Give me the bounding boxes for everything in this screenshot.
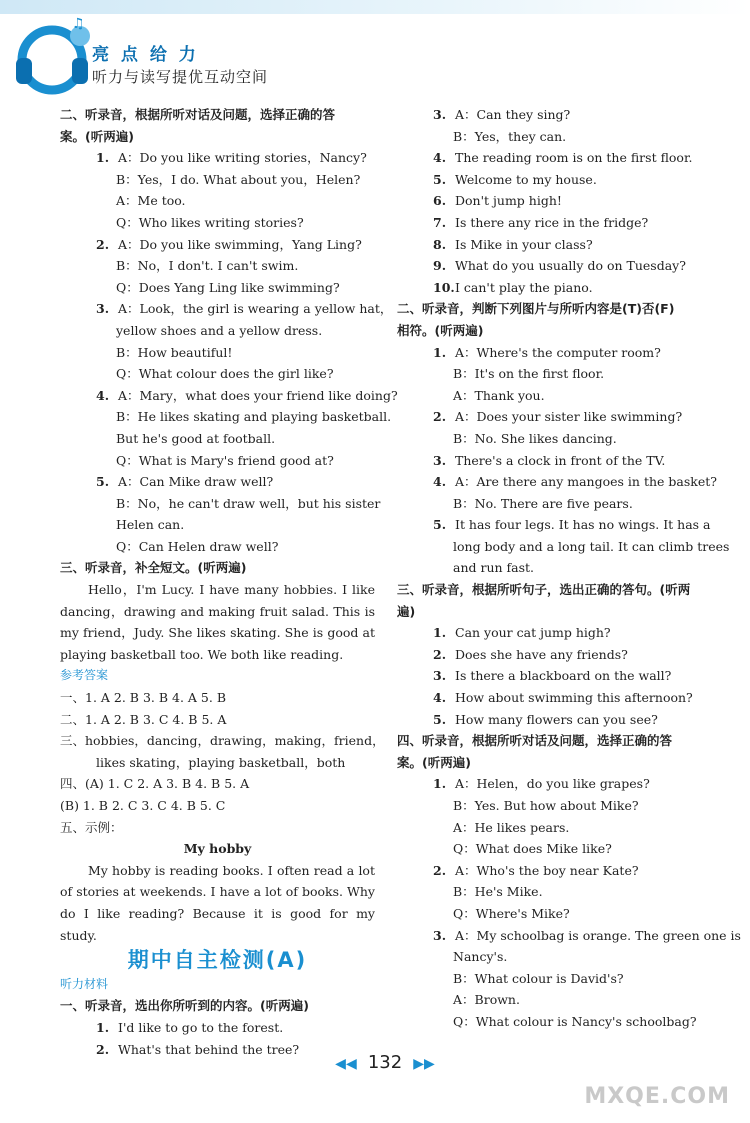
line-text: 二、1. A 2. B 3. C 4. B 5. A (60, 711, 227, 727)
line-text: A：Do you like swimming，Yang Ling? (118, 236, 362, 252)
text-line (397, 471, 717, 493)
section-heading (60, 104, 375, 126)
text-line (397, 514, 717, 536)
line-text: B：Yes，I do. What about you，Helen? (116, 171, 361, 187)
section-heading (60, 995, 375, 1017)
line-text: A：Me too. (116, 193, 186, 209)
item-number: 4. (433, 150, 447, 166)
text-line (397, 169, 717, 191)
line-text: Q：Does Yang Ling like swimming? (116, 279, 340, 295)
line-text: B：No，he can't draw well，but his sister (116, 495, 381, 511)
subsection-label (60, 974, 375, 996)
item-number: 1. (433, 625, 447, 641)
text-line (397, 342, 717, 364)
watermark: MXQE.COM (584, 1084, 730, 1109)
line-text: A：Thank you. (453, 387, 545, 403)
line-text: Does she have any friends? (455, 646, 628, 662)
text-line (397, 147, 717, 169)
line-text: Q：Who likes writing stories? (116, 214, 304, 230)
line-text: My hobby is reading books. I often read a lot of stories at weekends. I have a lot of books. Why do I like reading? Because it is good for my study. (60, 862, 375, 943)
line-text: Don't jump high! (455, 193, 562, 209)
item-number: 1. (96, 150, 110, 166)
line-text: I can't play the piano. (455, 279, 593, 295)
line-text: 一、1. A 2. B 3. B 4. A 5. B (60, 690, 227, 706)
section-heading (397, 752, 717, 774)
line-text: 参考答案 (60, 668, 109, 683)
item-number: 3. (433, 927, 447, 943)
item-number: 3. (433, 668, 447, 684)
line-text: B：Yes，they can. (453, 128, 567, 144)
line-text: Hello，I'm Lucy. I have many hobbies. I like dancing，drawing and making fruit salad. This is my friend，Judy. She likes skating. She is good at playing basketball too. We both like reading. (60, 582, 375, 662)
text-line (397, 968, 717, 990)
right-column (397, 104, 741, 1033)
section-heading (397, 320, 717, 342)
test-title (60, 950, 375, 972)
line-text: 五、示例： (60, 819, 123, 835)
text-line (60, 385, 398, 407)
page-number: 132 (367, 1052, 403, 1073)
item-number: 4. (433, 690, 447, 706)
text-line (397, 687, 717, 709)
line-text: A：My schoolbag is orange. The green one is (455, 927, 741, 943)
line-text: 四、听录音，根据所听对话及问题，选择正确的答 (397, 733, 673, 749)
line-text: B：He likes skating and playing basketball. (116, 409, 392, 425)
section-heading (397, 730, 717, 752)
text-line (60, 363, 375, 385)
text-line (397, 104, 717, 126)
text-line (397, 709, 717, 731)
line-text: Is there any rice in the fridge? (455, 214, 649, 230)
text-line (60, 169, 375, 191)
logo-title: 亮 点 给 力 (92, 45, 199, 65)
line-text: 相符。(听两遍) (397, 322, 484, 338)
item-number: 5. (433, 171, 447, 187)
line-text: Is Mike in your class? (455, 236, 593, 252)
prev-arrows-icon: ◀◀ (335, 1056, 357, 1072)
line-text: 二、听录音，判断下列图片与所听内容是(T)否(F) (397, 301, 675, 317)
text-line (60, 190, 375, 212)
text-line (60, 342, 375, 364)
line-text: B：How beautiful! (116, 344, 233, 360)
text-line (60, 1017, 375, 1039)
text-line (397, 903, 717, 925)
text-line (60, 514, 375, 536)
text-line (397, 234, 717, 256)
line-text: 三、hobbies，dancing，drawing，making，friend， (60, 733, 385, 749)
item-number: 2. (96, 1041, 110, 1057)
section-heading (397, 601, 717, 623)
line-text: It has four legs. It has no wings. It has a (455, 517, 711, 533)
paragraph (60, 860, 375, 946)
line-text: likes skating，playing basketball，both (96, 754, 346, 770)
line-text: yellow shoes and a yellow dress. (116, 322, 323, 338)
text-line (397, 190, 717, 212)
line-text: How about swimming this afternoon? (455, 690, 693, 706)
headphones-logo-icon (10, 8, 100, 103)
line-text: A：Look，the girl is wearing a yellow hat， (118, 301, 393, 317)
line-text: 期中自主检测(A) (127, 948, 308, 973)
item-number: 10. (433, 279, 455, 295)
text-line (397, 212, 717, 234)
text-line (397, 925, 741, 947)
item-number: 8. (433, 236, 447, 252)
subsection-label (60, 665, 375, 687)
line-text: B：No. She likes dancing. (453, 430, 617, 446)
text-line (397, 450, 717, 472)
text-line (397, 622, 717, 644)
next-arrows-icon: ▶▶ (413, 1056, 435, 1072)
item-number: 4. (96, 387, 110, 403)
line-text: 三、听录音，补全短文。(听两遍) (60, 560, 247, 576)
section-heading (60, 557, 375, 579)
line-text: 二、听录音，根据所听对话及问题，选择正确的答 (60, 107, 336, 122)
line-text: B：Yes. But how about Mike? (453, 798, 639, 813)
line-text: Q：What is Mary's friend good at? (116, 452, 334, 468)
item-number: 9. (433, 258, 447, 274)
text-line (60, 752, 375, 774)
text-line (60, 795, 375, 817)
text-line (60, 406, 392, 428)
line-text: Q：What does Mike like? (453, 841, 612, 857)
text-line (397, 644, 717, 666)
text-line (60, 730, 385, 752)
logo-subtitle: 听力与读写提优互动空间 (92, 68, 269, 86)
text-line (60, 709, 375, 731)
line-text: B：What colour is David's? (453, 970, 624, 986)
text-line (60, 147, 375, 169)
item-number: 3. (96, 301, 110, 317)
line-text: and run fast. (453, 560, 535, 576)
line-text: A：Are there any mangoes in the basket? (455, 474, 717, 490)
svg-text:♫: ♫ (72, 16, 85, 32)
line-text: A：Where's the computer room? (455, 344, 661, 360)
line-text: Q：What colour is Nancy's schoolbag? (453, 1013, 697, 1029)
text-line (397, 363, 717, 385)
line-text: Q：Can Helen draw well? (116, 538, 279, 554)
text-line (60, 234, 375, 256)
item-number: 1. (433, 776, 447, 792)
header-bar (0, 0, 750, 14)
line-text: The reading room is on the first floor. (455, 150, 693, 166)
line-text: A：Do you like writing stories，Nancy? (118, 150, 367, 166)
line-text: I'd like to go to the forest. (118, 1019, 284, 1035)
line-text: long body and a long tail. It can climb trees (453, 538, 730, 554)
line-text: 案。(听两遍) (397, 754, 471, 770)
text-line (60, 450, 375, 472)
line-text: A：He likes pears. (453, 819, 570, 835)
text-line (60, 773, 375, 795)
item-number: 3. (433, 452, 447, 468)
item-number: 1. (433, 344, 447, 360)
text-line (60, 817, 375, 839)
text-line (60, 212, 375, 234)
text-line (397, 557, 717, 579)
line-text: What's that behind the tree? (118, 1041, 300, 1057)
text-line (397, 255, 717, 277)
line-text: A：Can they sing? (455, 107, 571, 122)
paragraph (60, 579, 375, 665)
line-text: What do you usually do on Tuesday? (455, 258, 686, 274)
line-text: Nancy's. (453, 949, 508, 965)
line-text: A：Helen，do you like grapes? (455, 776, 650, 792)
item-number: 7. (433, 214, 447, 230)
essay-title (60, 838, 375, 860)
text-line (60, 320, 375, 342)
line-text: But he's good at football. (116, 430, 276, 446)
item-number: 3. (433, 107, 447, 122)
line-text: (B) 1. B 2. C 3. C 4. B 5. C (60, 798, 226, 813)
text-line (397, 817, 717, 839)
text-line (397, 989, 717, 1011)
section-heading (397, 298, 717, 320)
page-footer (300, 1052, 470, 1076)
line-text: Q：Where's Mike? (453, 905, 570, 921)
text-line (60, 277, 375, 299)
line-text: 四、(A) 1. C 2. A 3. B 4. B 5. A (60, 776, 250, 792)
left-column (60, 104, 398, 1060)
item-number: 2. (433, 409, 447, 425)
item-number: 2. (433, 646, 447, 662)
item-number: 2. (433, 862, 447, 878)
line-text: B：It's on the first floor. (453, 366, 605, 382)
text-line (397, 1011, 717, 1033)
text-line (60, 536, 375, 558)
item-number: 6. (433, 193, 447, 209)
line-text: A：Brown. (453, 992, 520, 1008)
item-number: 2. (96, 236, 110, 252)
text-line (397, 428, 717, 450)
text-line (60, 428, 375, 450)
text-line (397, 665, 717, 687)
text-line (397, 773, 717, 795)
line-text: My hobby (183, 841, 252, 857)
text-line (397, 838, 717, 860)
line-text: There's a clock in front of the TV. (455, 452, 666, 468)
line-text: Welcome to my house. (455, 171, 597, 187)
text-line (397, 795, 717, 817)
line-text: Q：What colour does the girl like? (116, 366, 334, 382)
item-number: 5. (96, 474, 110, 490)
line-text: B：No. There are five pears. (453, 495, 633, 511)
text-line (397, 385, 717, 407)
line-text: Is there a blackboard on the wall? (455, 668, 672, 684)
text-line (60, 298, 393, 320)
line-text: B：No，I don't. I can't swim. (116, 258, 299, 274)
line-text: A：Can Mike draw well? (118, 474, 274, 490)
text-line (397, 277, 717, 299)
text-line (60, 687, 375, 709)
line-text: 案。(听两遍) (60, 128, 134, 144)
section-heading (60, 126, 375, 148)
text-line (60, 255, 375, 277)
line-text: B：He's Mike. (453, 884, 543, 900)
line-text: 三、听录音，根据所听句子，选出正确的答句。(听两 (397, 582, 691, 598)
text-line (397, 493, 717, 515)
text-line (397, 946, 717, 968)
line-text: 听力材料 (60, 976, 109, 991)
line-text: A：Who's the boy near Kate? (455, 862, 639, 878)
item-number: 1. (96, 1019, 110, 1035)
text-line (397, 406, 717, 428)
text-line (397, 860, 717, 882)
section-heading (397, 579, 717, 601)
item-number: 5. (433, 517, 447, 533)
text-line (397, 126, 717, 148)
text-line (397, 881, 717, 903)
page-header (0, 0, 750, 100)
item-number: 5. (433, 711, 447, 727)
line-text: Can your cat jump high? (455, 625, 611, 641)
line-text: Helen can. (116, 517, 185, 533)
item-number: 4. (433, 474, 447, 490)
line-text: How many flowers can you see? (455, 711, 658, 727)
line-text: 遍) (397, 603, 416, 619)
text-line (60, 471, 375, 493)
text-line (397, 536, 730, 558)
line-text: 一、听录音，选出你所听到的内容。(听两遍) (60, 998, 309, 1014)
line-text: A：Mary，what does your friend like doing? (118, 387, 398, 403)
text-line (60, 493, 381, 515)
line-text: A：Does your sister like swimming? (455, 409, 683, 425)
